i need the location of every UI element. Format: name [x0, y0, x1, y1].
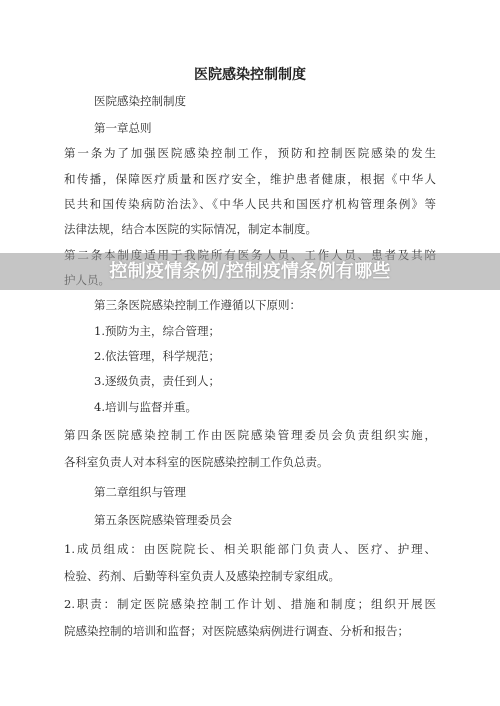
- paragraph-line: 各科室负责人对本科室的医院感染控制工作负总责。: [64, 455, 329, 469]
- chapter-heading: 第二章组织与管理: [94, 485, 186, 499]
- document-title: 医院感染控制制度: [194, 67, 306, 83]
- list-item: 2.职责：制定医院感染控制工作计划、措施和制度；组织开展医: [64, 597, 436, 611]
- list-item: 4.培训与监督并重。: [94, 400, 197, 414]
- paragraph-line: 第三条医院感染控制工作遵循以下原则：: [94, 298, 301, 312]
- list-item: 1.成员组成：由医院院长、相关职能部门负责人、医疗、护理、: [64, 542, 436, 556]
- paragraph-line: 和传播，保障医疗质量和医疗安全，维护患者健康，根据《中华人: [64, 172, 436, 186]
- paragraph-line: 第一条为了加强医院感染控制工作，预防和控制医院感染的发生: [64, 146, 436, 160]
- heading-line: 医院感染控制制度: [94, 94, 186, 108]
- list-item: 3.逐级负责，责任到人；: [94, 374, 220, 388]
- list-item: 1.预防为主，综合管理；: [94, 324, 220, 338]
- paragraph-line: 法律法规，结合本医院的实际情况，制定本制度。: [64, 222, 317, 236]
- paragraph-line: 民共和国传染病防治法》、《中华人民共和国医疗机构管理条例》等: [64, 197, 436, 211]
- paragraph-line: 第四条医院感染控制工作由医院感染管理委员会负责组织实施，: [64, 428, 436, 442]
- overlay-banner: [0, 253, 500, 290]
- chapter-heading: 第一章总则: [94, 121, 152, 135]
- banner-title: 控制疫情条例/控制疫情条例有哪些: [109, 261, 391, 282]
- list-item: 2.依法管理，科学规范；: [94, 349, 220, 363]
- paragraph-line: 检验、药剂、后勤等科室负责人及感染控制专家组成。: [64, 569, 340, 583]
- section-heading: 第五条医院感染管理委员会: [94, 513, 232, 527]
- paragraph-line: 院感染控制的培训和监督；对医院感染病例进行调查、分析和报告；: [64, 624, 409, 638]
